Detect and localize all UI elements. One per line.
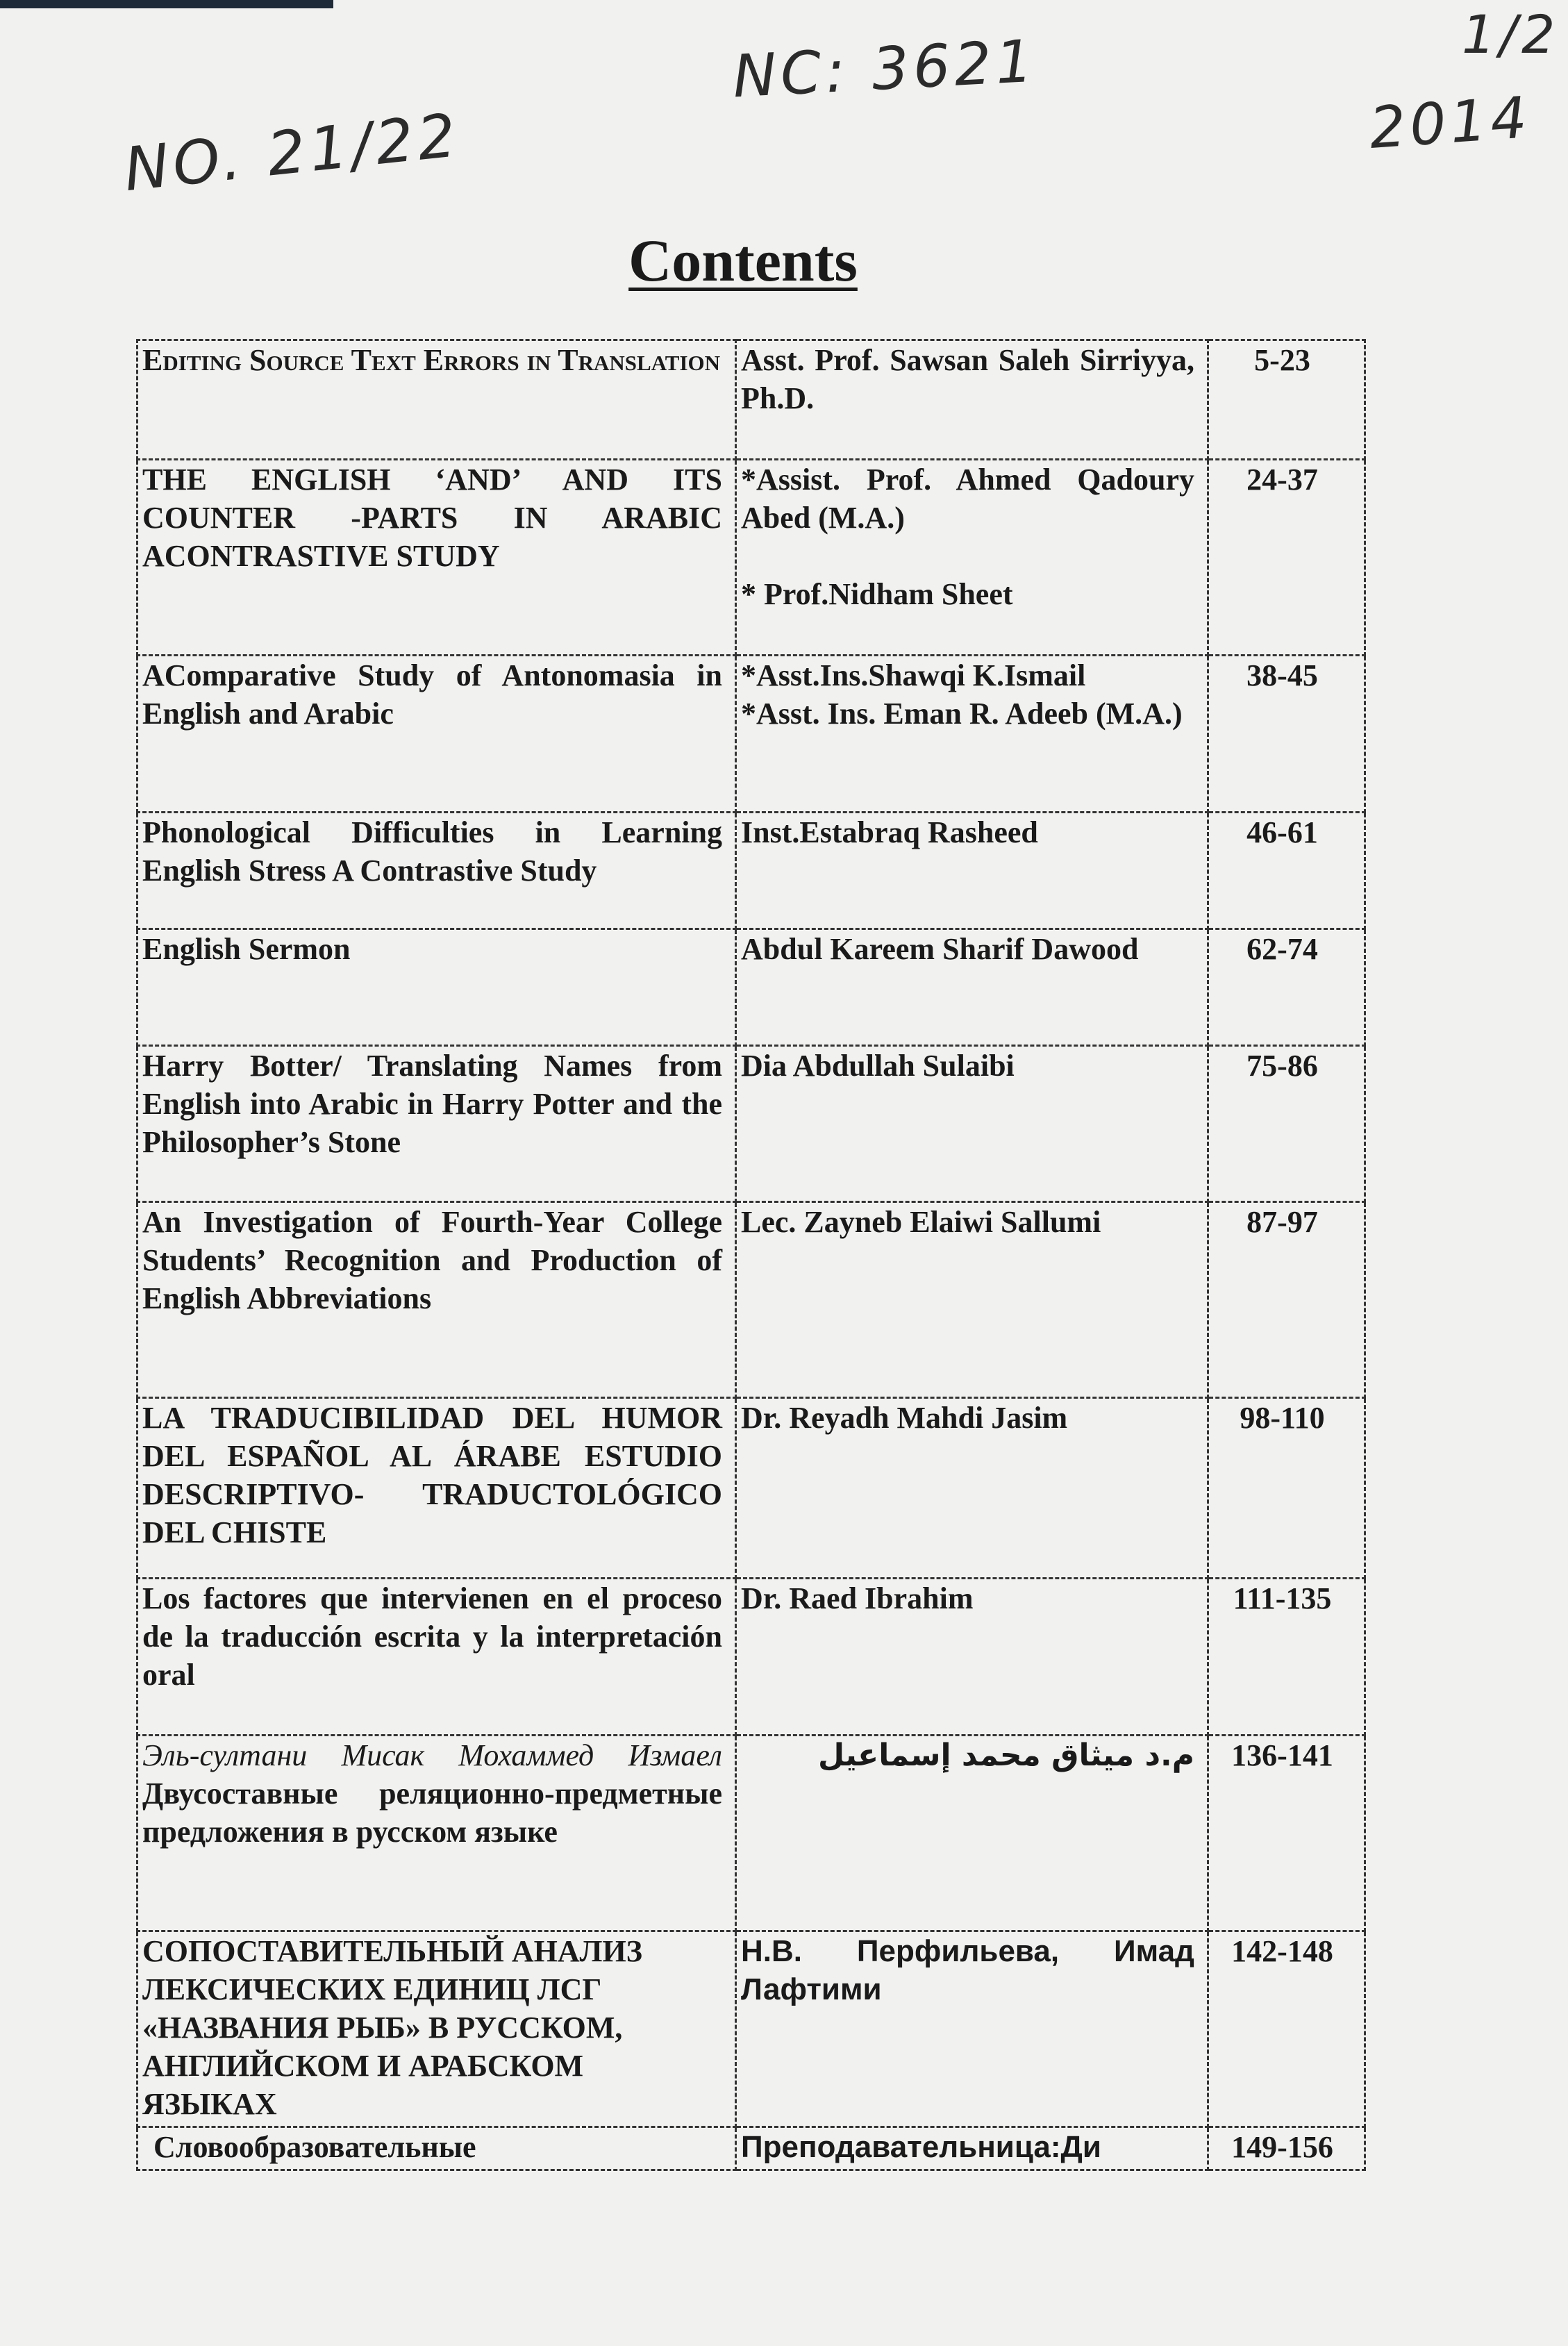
handwritten-nc-note: NC: 3621 bbox=[731, 26, 1039, 111]
toc-row bbox=[137, 340, 1365, 460]
entry-pages: 5-23 bbox=[1208, 340, 1365, 460]
toc-row bbox=[137, 1046, 1365, 1202]
entry-title: Editing Source Text Errors in Translation bbox=[137, 340, 736, 460]
entry-title: Двусоставные реляционно-предметные предложения в русском языке bbox=[142, 1777, 722, 1849]
toc-row bbox=[137, 1398, 1365, 1579]
entry-author: Abdul Kareem Sharif Dawood bbox=[736, 929, 1208, 1046]
entry-author: Dr. Raed Ibrahim bbox=[736, 1579, 1208, 1736]
toc-row bbox=[137, 656, 1365, 813]
entry-title-author-italic: Эль-султани Мисак Мохаммед Измаел bbox=[142, 1738, 722, 1772]
entry-title: THE ENGLISH ‘AND’ AND ITS COUNTER -PARTS IN ARABIC ACONTRASTIVE STUDY bbox=[137, 460, 736, 656]
entry-pages: 136-141 bbox=[1208, 1736, 1365, 1931]
entry-author: *Asst.Ins.Shawqi K.Ismail bbox=[741, 658, 1086, 692]
entry-pages: 98-110 bbox=[1208, 1398, 1365, 1579]
entry-title: Phonological Difficulties in Learning English Stress A Contrastive Study bbox=[137, 813, 736, 929]
entry-author-arabic: م.د ميثاق محمد إسماعيل bbox=[736, 1736, 1208, 1931]
entry-author: Н.В. Перфильева, Имад Лафтими bbox=[736, 1931, 1208, 2127]
entry-title-cell bbox=[137, 1736, 736, 1931]
entry-title: An Investigation of Fourth-Year College Students’ Recognition and Production of English Abbreviations bbox=[137, 1202, 736, 1398]
entry-pages: 142-148 bbox=[1208, 1931, 1365, 2127]
entry-author: Преподавательница:Ди bbox=[736, 2127, 1208, 2170]
entry-author: Dia Abdullah Sulaibi bbox=[736, 1046, 1208, 1202]
entry-author: Lec. Zayneb Elaiwi Sallumi bbox=[736, 1202, 1208, 1398]
toc-row bbox=[137, 1736, 1365, 1931]
handwritten-number-note: NO. 21/22 bbox=[121, 100, 463, 206]
entry-title: LA TRADUCIBILIDAD DEL HUMOR DEL ESPAÑOL AL ÁRABE ESTUDIO DESCRIPTIVO- TRADUCTOLÓGICO DEL CHISTE bbox=[137, 1398, 736, 1579]
entry-pages: 75-86 bbox=[1208, 1046, 1365, 1202]
entry-author-second: * Prof.Nidham Sheet bbox=[741, 577, 1013, 611]
toc-row bbox=[137, 1931, 1365, 2127]
contents-table bbox=[136, 339, 1366, 2171]
entry-pages: 111-135 bbox=[1208, 1579, 1365, 1736]
entry-pages: 62-74 bbox=[1208, 929, 1365, 1046]
entry-title: English Sermon bbox=[137, 929, 736, 1046]
top-edge-bar bbox=[0, 0, 333, 8]
entry-pages: 46-61 bbox=[1208, 813, 1365, 929]
entry-pages: 38-45 bbox=[1208, 656, 1365, 813]
toc-row bbox=[137, 1579, 1365, 1736]
entry-title: Словообразовательные bbox=[137, 2127, 736, 2170]
entry-title: Harry Botter/ Translating Names from English into Arabic in Harry Potter and the Philosopher’s Stone bbox=[137, 1046, 736, 1202]
entry-author: *Assist. Prof. Ahmed Qadoury Abed (M.A.) bbox=[741, 463, 1194, 535]
entry-pages: 87-97 bbox=[1208, 1202, 1365, 1398]
handwritten-page-note: 1/2 bbox=[1462, 3, 1560, 65]
entry-title: Los factores que intervienen en el proceso de la traducción escrita y la interpretación oral bbox=[137, 1579, 736, 1736]
toc-row bbox=[137, 460, 1365, 656]
handwritten-year-note: 2014 bbox=[1367, 84, 1533, 163]
entry-author-second: *Asst. Ins. Eman R. Adeeb (M.A.) bbox=[741, 697, 1183, 731]
page-title: Contents bbox=[628, 227, 858, 294]
entry-title: СОПОСТАВИТЕЛЬНЫЙ АНАЛИЗ ЛЕКСИЧЕСКИХ ЕДИНИЦ ЛСГ «НАЗВАНИЯ РЫБ» В РУССКОМ, АНГЛИЙСКОМ И АРАБСКОМ ЯЗЫКАХ bbox=[137, 1931, 736, 2127]
entry-author-cell bbox=[736, 656, 1208, 813]
entry-author: Dr. Reyadh Mahdi Jasim bbox=[736, 1398, 1208, 1579]
entry-author-cell bbox=[736, 460, 1208, 656]
entry-author: Inst.Estabraq Rasheed bbox=[736, 813, 1208, 929]
entry-title: AComparative Study of Antonomasia in English and Arabic bbox=[137, 656, 736, 813]
toc-row bbox=[137, 2127, 1365, 2170]
entry-author: Asst. Prof. Sawsan Saleh Sirriyya, Ph.D. bbox=[736, 340, 1208, 460]
entry-pages: 24-37 bbox=[1208, 460, 1365, 656]
toc-row bbox=[137, 813, 1365, 929]
toc-row bbox=[137, 929, 1365, 1046]
entry-pages: 149-156 bbox=[1208, 2127, 1365, 2170]
toc-row bbox=[137, 1202, 1365, 1398]
